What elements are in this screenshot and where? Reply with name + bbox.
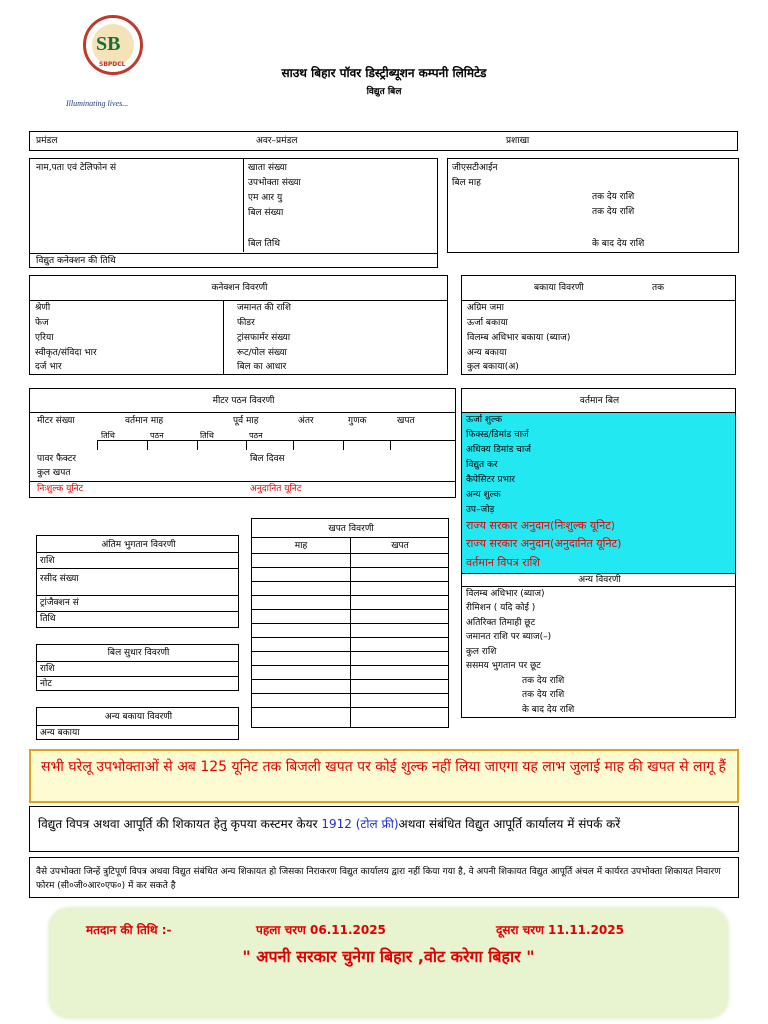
receipt-no: रसीद संख्या — [40, 574, 79, 584]
payment-date: तिथि — [40, 614, 56, 624]
connection-phase: फेज — [35, 318, 49, 328]
bill-correction-title: बिल सुधार विवरणी — [107, 648, 170, 658]
bill-month-label: बिल माह — [452, 178, 481, 188]
energy-arrears: ऊर्जा बकाया — [467, 318, 508, 328]
arrears-title-until: तक — [652, 283, 665, 293]
section-label: प्रशाखा — [506, 136, 530, 146]
free-units-notice — [29, 749, 739, 803]
bill-days-label: बिल दिवस — [250, 454, 285, 464]
last-payment-amount: राशि — [40, 556, 55, 566]
correction-amount: राशि — [40, 664, 55, 674]
connection-category: श्रेणी — [35, 303, 51, 313]
total-consumption-label: कुल खपत — [37, 468, 71, 478]
other-arrears-details — [36, 707, 239, 740]
due-after: के बाद देय राशि — [592, 239, 645, 249]
quarterly-rebate: अतिरिक्त तिमाही छूट — [466, 618, 536, 628]
remission: रीमिशन ( यदि कोई ) — [466, 603, 536, 613]
gstin-label: जीएसटीआईन — [452, 163, 498, 173]
energy-charge: ऊर्जा शुल्क — [466, 415, 503, 425]
complaint-notice — [29, 806, 739, 852]
election-phase-1: पहला चरण 06.11.2025 — [256, 923, 386, 937]
division-row — [29, 131, 738, 151]
fixed-demand-charge: फिक्स्ड/डिमांड चार्ज — [466, 430, 529, 440]
consumption-history — [251, 518, 449, 728]
state-subsidy-subsidized: राज्य सरकार अनुदान(अनुदानित यूनिट) — [466, 537, 622, 550]
logo-bottom-text: SBPDCL — [99, 61, 126, 68]
previous-reading-sub: पठन — [249, 431, 263, 440]
electricity-duty: विद्युत कर — [466, 460, 498, 470]
connection-route-pole: रूट/पोल संख्या — [237, 348, 287, 358]
current-bill — [461, 388, 736, 718]
current-bill-title: वर्तमान बिल — [579, 396, 620, 406]
connection-title: कनेक्शन विवरणी — [211, 283, 268, 293]
arrears-details — [461, 275, 736, 375]
company-name: साउथ बिहार पॉवर डिस्ट्रीब्यूशन कम्पनी लिमिटेड — [281, 66, 487, 80]
security-interest: जमानत राशि पर ब्याज(–) — [466, 632, 552, 642]
total-arrears: कुल बकाया(अ) — [467, 362, 519, 372]
previous-date-sub: तिथि — [200, 431, 214, 440]
late-surcharge: विलम्ब अधिभार (ब्याज) — [466, 589, 545, 599]
current-reading-sub: पठन — [150, 431, 164, 440]
connection-feeder: फीडर — [237, 318, 255, 328]
bill-correction — [36, 644, 239, 691]
consumption-units-header: खपत — [391, 541, 409, 551]
complaint-text — [38, 816, 728, 832]
other-due-after: के बाद देय राशि — [522, 705, 575, 715]
free-units-label: निःशुल्क यूनिट — [37, 484, 84, 494]
current-month-header: वर्तमान माह — [125, 416, 164, 426]
other-details-title: अन्य विवरणी — [578, 575, 621, 585]
other-due-until-2: तक देय राशि — [522, 690, 565, 700]
difference-header: अंतर — [298, 416, 314, 426]
consumption-header: खपत — [397, 416, 415, 426]
consumption-title: खपत विवरणी — [328, 524, 374, 534]
consumption-month-header: माह — [294, 541, 308, 551]
last-payment — [36, 535, 239, 628]
customer-care-number[interactable]: 1912 (टोल फ्री) — [321, 817, 399, 831]
bill-title: विद्युत बिल — [366, 87, 402, 97]
arrears-title: बकाया विवरणी — [534, 283, 584, 293]
current-date-sub: तिथि — [101, 431, 115, 440]
connection-sanctioned-load: स्वीकृत/संविदा भार — [35, 348, 97, 358]
due-until-1: तक देय राशि — [592, 192, 635, 202]
grievance-text: वैसे उपभोक्ता जिन्हें त्रुटिपूर्ण विपत्र अथवा विद्युत संबंधित अन्य शिकायत हो जिसका निराकरण विद्युत कार्यालय द्वारा नहीं किया गया है, वे अपनी शिकायत विद्युत आपूर्ति अंचल में कार्यरत उपभोक्ता शिकायत निवारण फोरम (सी०जी०आर०एफ०) में कर सकते है — [36, 867, 721, 891]
excess-demand-charge: अधिक्य डिमांड चार्ज — [466, 445, 531, 455]
other-due-until-1: तक देय राशि — [522, 676, 565, 686]
connection-transformer: ट्रांसफार्मर संख्या — [237, 333, 291, 343]
connection-bill-basis: बिल का आधार — [237, 362, 287, 372]
state-subsidy-free: राज्य सरकार अनुदान(निःशुल्क यूनिट) — [466, 519, 616, 532]
transaction-no: ट्रांजैक्शन सं — [40, 598, 79, 608]
subdivision-label: अवर–प्रमंडल — [256, 136, 298, 146]
billing-summary — [447, 158, 739, 253]
name-label: नाम,पता एवं टेलिफोन सं — [36, 163, 117, 173]
power-factor-label: पावर फैक्टर — [37, 454, 77, 464]
consumer-no-label: उपभोक्ता संख्या — [248, 178, 301, 188]
connection-details — [29, 275, 448, 375]
late-surcharge-arrears: विलम्ब अधिभार बकाया (ब्याज) — [467, 333, 571, 343]
division-label: प्रमंडल — [36, 136, 58, 146]
capacitor-charge: कैपेसिटर प्रभार — [466, 475, 515, 485]
subtotal: उप–जोड़ — [466, 505, 495, 515]
due-until-2: तक देय राशि — [592, 207, 635, 217]
subsidized-units-label: अनुदानित यूनिट — [250, 484, 302, 494]
election-phase-2: दूसरा चरण 11.11.2025 — [496, 923, 624, 937]
advance-deposit: अग्रिम जमा — [467, 303, 504, 313]
bill-no-label: बिल संख्या — [248, 208, 284, 218]
mru-label: एम आर यु — [248, 193, 283, 203]
meter-reading — [29, 388, 456, 498]
current-bill-amount: वर्तमान विपत्र राशि — [466, 556, 540, 569]
complaint-text-post: अथवा संबंधित विद्युत आपूर्ति कार्यालय में संपर्क करें — [398, 817, 621, 831]
grievance-notice — [29, 857, 739, 898]
election-date-label: मतदान की तिथि :- — [86, 923, 172, 937]
meter-title: मीटर पठन विवरणी — [212, 396, 275, 406]
last-payment-title: अंतिम भुगतान विवरणी — [101, 540, 176, 550]
free-units-notice-text: सभी घरेलू उपभोक्ताओं से अब 125 यूनिट तक बिजली खपत पर कोई शुल्क नहीं लिया जाएगा यह लाभ जुलाई माह की खपत से लागू हैं — [41, 759, 726, 775]
correction-note: नोट — [40, 679, 52, 689]
bill-date-label: बिल तिथि — [248, 239, 280, 249]
logo-text: SB — [96, 33, 121, 55]
connection-recorded-load: दर्ज भार — [35, 362, 62, 372]
complaint-text-pre: विद्युत विपत्र अथवा आपूर्ति की शिकायत हेतु कृपया कस्टमर केयर — [38, 817, 318, 831]
election-slogan: " अपनी सरकार चुनेगा बिहार ,वोट करेगा बिहार " — [242, 947, 535, 966]
other-arrears: अन्य बकाया — [467, 348, 507, 358]
connection-security: जमानत की राशि — [237, 303, 291, 313]
other-arrears-title: अन्य बकाया विवरणी — [104, 712, 173, 722]
other-arrears-amount: अन्य बकाया — [40, 728, 80, 738]
election-banner — [50, 909, 727, 1017]
meter-no-header: मीटर संख्या — [37, 416, 75, 426]
account-no-label: खाता संख्या — [248, 163, 287, 173]
consumer-details — [29, 158, 438, 268]
previous-month-header: पूर्व माह — [233, 416, 259, 426]
other-charges: अन्य शुल्क — [466, 490, 501, 500]
prompt-payment-rebate: ससमय भुगतान पर छूट — [466, 661, 541, 671]
company-tagline: Illuminating lives... — [66, 99, 129, 108]
total-amount: कुल राशि — [466, 647, 497, 657]
multiplier-header: गुणक — [348, 416, 367, 426]
connection-area: एरिया — [35, 333, 54, 343]
connection-date-label: विद्युत कनेक्शन की तिथि — [36, 256, 116, 266]
